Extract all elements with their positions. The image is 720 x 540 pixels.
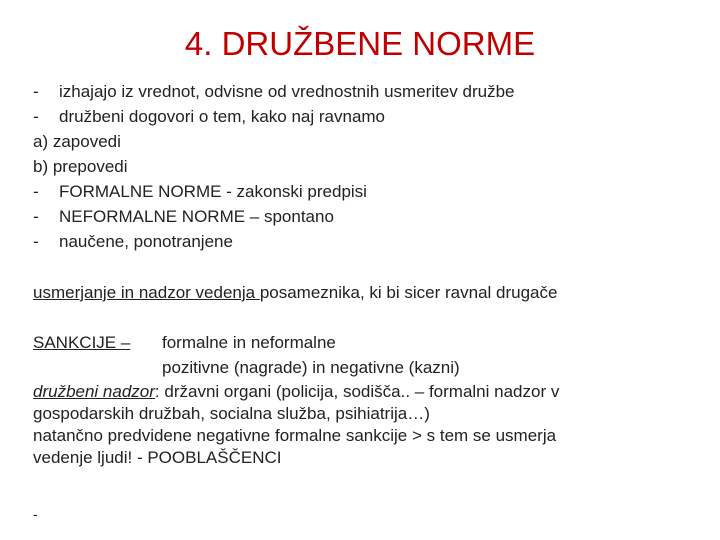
list-item (33, 154, 703, 179)
list-item-text: b) prepovedi (33, 157, 128, 176)
paragraph-line: vedenje ljudi! - POOBLAŠČENCI (33, 448, 282, 467)
norms-list (33, 79, 703, 254)
list-bullet: - (33, 82, 39, 101)
list-bullet: - (33, 232, 39, 251)
list-item (33, 204, 703, 229)
social-control-term: družbeni nadzor (33, 382, 155, 401)
list-item (33, 179, 703, 204)
list-bullet: - (33, 207, 39, 226)
list-bullet: - (33, 182, 39, 201)
list-item-text: NEFORMALNE NORME – spontano (59, 207, 334, 226)
list-item-text: a) zapovedi (33, 132, 121, 151)
list-item (33, 104, 703, 129)
paragraph-line (33, 381, 693, 403)
paragraph-line: natančno predvidene negativne formalne sankcije > s tem se usmerja (33, 426, 557, 445)
sanctions-line-2: pozitivne (nagrade) in negativne (kazni) (162, 358, 460, 377)
list-item-text: FORMALNE NORME - zakonski predpisi (59, 182, 367, 201)
list-item (33, 229, 703, 254)
social-control-paragraph (33, 381, 693, 469)
control-term: usmerjanje in nadzor vedenja (33, 283, 260, 302)
list-item-text: izhajajo iz vrednot, odvisne od vrednostnih usmeritev družbe (59, 82, 515, 101)
footer-dash: - (33, 506, 38, 522)
sanctions-label: SANKCIJE – (33, 333, 131, 352)
list-bullet: - (33, 107, 39, 126)
control-definition (33, 280, 703, 305)
paragraph-text: : državni organi (policija, sodišča.. – formalni nadzor v (154, 382, 560, 401)
sanctions-line-1: formalne in neformalne (162, 333, 336, 352)
control-text: posameznika, ki bi sicer ravnal drugače (259, 283, 558, 302)
list-item (33, 129, 703, 154)
slide-title: 4. DRUŽBENE NORME (184, 25, 536, 62)
list-item (33, 79, 703, 104)
list-item-text: družbeni dogovori o tem, kako naj ravnamo (59, 107, 386, 126)
list-item-text: naučene, ponotranjene (59, 232, 233, 251)
paragraph-line: gospodarskih družbah, socialna služba, psihiatrija…) (33, 404, 430, 423)
